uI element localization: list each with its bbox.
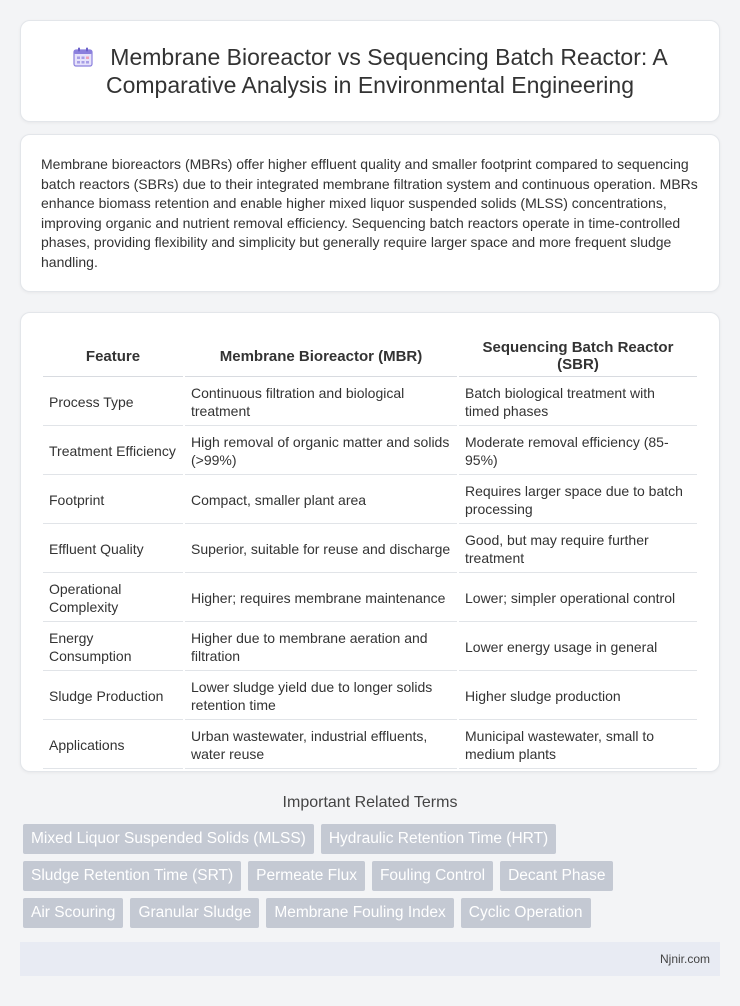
intro-card — [20, 134, 720, 292]
table-cell-feature: Sludge Production — [43, 673, 183, 720]
term-tag-permeate-flux[interactable]: Permeate Flux — [248, 861, 365, 891]
related-terms-list — [20, 824, 720, 928]
term-tag-air-scouring[interactable]: Air Scouring — [23, 898, 123, 928]
table-header-feature: Feature — [43, 335, 183, 377]
table-row — [43, 379, 697, 426]
table-cell-sbr: Good, but may require further treatment — [459, 526, 697, 573]
table-header-row — [43, 335, 697, 377]
comparison-table-card — [20, 312, 720, 772]
table-cell-mbr: Higher due to membrane aeration and filtration — [185, 624, 457, 671]
table-cell-feature: Treatment Efficiency — [43, 428, 183, 475]
term-tag-decant-phase[interactable]: Decant Phase — [500, 861, 613, 891]
table-row — [43, 575, 697, 622]
table-cell-sbr: Municipal wastewater, small to medium plants — [459, 722, 697, 769]
page-title — [51, 43, 689, 99]
term-tag-granular-sludge[interactable]: Granular Sludge — [130, 898, 259, 928]
term-tag-cyclic-operation[interactable]: Cyclic Operation — [461, 898, 591, 928]
table-header-sbr: Sequencing Batch Reactor (SBR) — [459, 335, 697, 377]
table-cell-sbr: Batch biological treatment with timed phases — [459, 379, 697, 426]
intro-paragraph: Membrane bioreactors (MBRs) offer higher effluent quality and smaller footprint compared to sequencing batch reactors (SBRs) due to their integrated membrane filtration system and continuous operation. MBRs enhance biomass retention and enable higher mixed liquor suspended solids (MLSS) concentrations, improving organic and nutrient removal efficiency. Sequencing batch reactors operate in time-controlled phases, providing flexibility and simplicity but generally require larger space and more frequent sludge handling. — [41, 156, 698, 270]
table-cell-mbr: High removal of organic matter and solids (>99%) — [185, 428, 457, 475]
term-tag-fouling-control[interactable]: Fouling Control — [372, 861, 493, 891]
table-header-mbr: Membrane Bioreactor (MBR) — [185, 335, 457, 377]
table-cell-mbr: Compact, smaller plant area — [185, 477, 457, 524]
table-cell-feature: Process Type — [43, 379, 183, 426]
table-row — [43, 526, 697, 573]
table-cell-mbr: Superior, suitable for reuse and discharge — [185, 526, 457, 573]
table-row — [43, 624, 697, 671]
footer-site-link[interactable]: Njnir.com — [659, 952, 710, 966]
term-tag-mlss[interactable]: Mixed Liquor Suspended Solids (MLSS) — [23, 824, 314, 854]
term-tag-membrane-fouling-index[interactable]: Membrane Fouling Index — [266, 898, 453, 928]
table-cell-sbr: Lower energy usage in general — [459, 624, 697, 671]
term-tag-srt[interactable]: Sludge Retention Time (SRT) — [23, 861, 241, 891]
table-row — [43, 428, 697, 475]
table-row — [43, 477, 697, 524]
table-cell-sbr: Lower; simpler operational control — [459, 575, 697, 622]
table-cell-sbr: Higher sludge production — [459, 673, 697, 720]
table-cell-mbr: Lower sludge yield due to longer solids retention time — [185, 673, 457, 720]
table-cell-feature: Footprint — [43, 477, 183, 524]
calendar-icon — [72, 46, 94, 68]
table-cell-sbr: Requires larger space due to batch processing — [459, 477, 697, 524]
table-row — [43, 673, 697, 720]
table-cell-feature: Effluent Quality — [43, 526, 183, 573]
table-cell-mbr: Higher; requires membrane maintenance — [185, 575, 457, 622]
table-cell-feature: Energy Consumption — [43, 624, 183, 671]
comparison-table — [41, 333, 699, 771]
table-cell-mbr: Continuous filtration and biological treatment — [185, 379, 457, 426]
table-cell-feature: Operational Complexity — [43, 575, 183, 622]
table-cell-mbr: Urban wastewater, industrial effluents, water reuse — [185, 722, 457, 769]
footer — [20, 942, 720, 976]
title-card — [20, 20, 720, 122]
term-tag-hrt[interactable]: Hydraulic Retention Time (HRT) — [321, 824, 556, 854]
table-row — [43, 722, 697, 769]
table-cell-sbr: Moderate removal efficiency (85-95%) — [459, 428, 697, 475]
related-terms-heading: Important Related Terms — [282, 794, 458, 811]
table-cell-feature: Applications — [43, 722, 183, 769]
page-title-text: Membrane Bioreactor vs Sequencing Batch Reactor: A Comparative Analysis in Environmental Engineering — [105, 44, 668, 98]
